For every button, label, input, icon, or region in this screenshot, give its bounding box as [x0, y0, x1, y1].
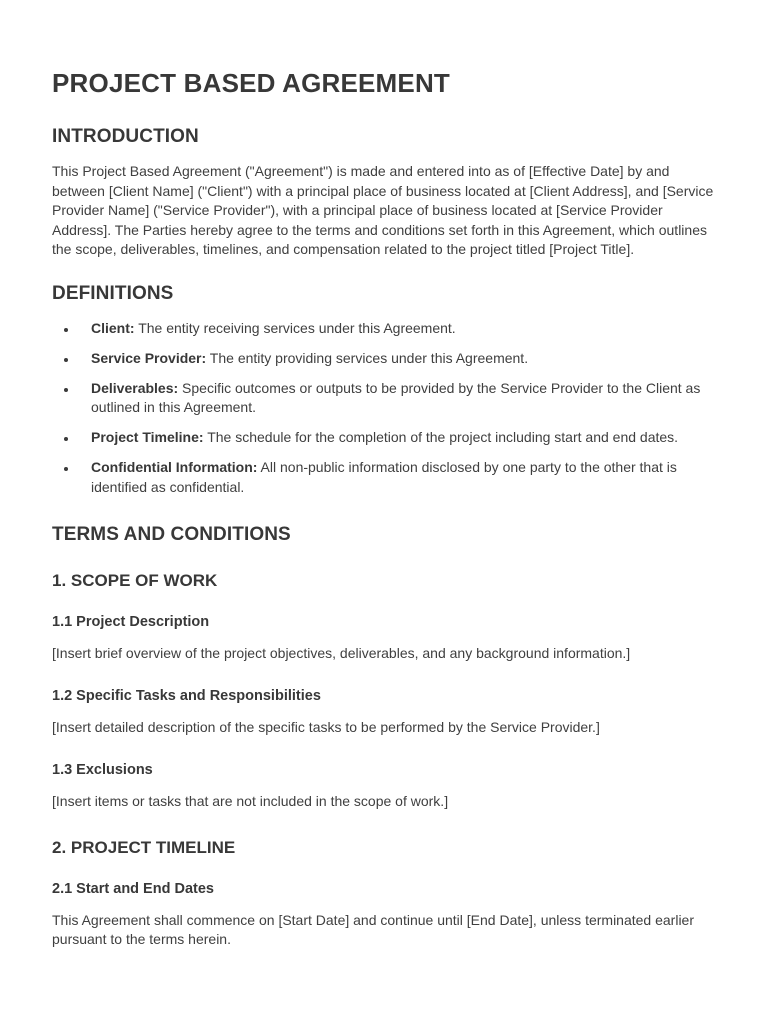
- section-1-heading: 1. SCOPE OF WORK: [52, 571, 218, 590]
- definition-term: Deliverables:: [91, 379, 179, 396]
- subsection-1-2-heading: 1.2 Specific Tasks and Responsibilities: [52, 688, 321, 704]
- list-item: [52, 458, 718, 497]
- subsection-2-1-body: This Agreement shall commence on [Start Date] and continue until [End Date], unless terminated earlier pursuant to the terms herein.: [52, 911, 695, 947]
- definition-term: Confidential Information:: [91, 459, 258, 475]
- subsection-1-1-heading: 1.1 Project Description: [52, 614, 210, 630]
- definition-body: The entity receiving services under this Agreement.: [134, 319, 456, 336]
- bullet-icon: [64, 437, 68, 441]
- terms-heading: TERMS AND CONDITIONS: [52, 524, 291, 545]
- bullet-icon: [64, 328, 68, 332]
- subsection-1-3-body: [Insert items or tasks that are not included in the scope of work.]: [52, 792, 449, 809]
- bullet-icon: [64, 358, 68, 362]
- subsection-1-2-body: [Insert detailed description of the specific tasks to be performed by the Service Provider.]: [52, 718, 600, 735]
- subsection-1-3-heading: 1.3 Exclusions: [52, 762, 153, 778]
- definition-body: The schedule for the completion of the project including start and end dates.: [203, 429, 679, 445]
- definition-body: The entity providing services under this Agreement.: [206, 349, 529, 366]
- definition-text: [91, 379, 718, 418]
- definition-text: [91, 349, 528, 369]
- definition-body: All non-public information disclosed by one party to the other that is identified as confidential.: [91, 459, 677, 495]
- list-item: [52, 349, 718, 369]
- list-item: [52, 428, 718, 448]
- definition-text: [91, 319, 456, 339]
- subsection-2-1-heading: 2.1 Start and End Dates: [52, 881, 214, 897]
- definitions-heading: DEFINITIONS: [52, 282, 174, 304]
- subsection-1-1-body: [Insert brief overview of the project objectives, deliverables, and any background information.]: [52, 644, 631, 661]
- definition-term: Project Timeline:: [91, 429, 204, 445]
- list-item: [52, 319, 718, 339]
- document-title: PROJECT BASED AGREEMENT: [52, 68, 451, 98]
- definition-term: Service Provider:: [91, 349, 207, 366]
- introduction-paragraph: This Project Based Agreement ("Agreement") is made and entered into as of [Effective Date] by and between [Client Name] ("Client") with a principal place of business located at [Client Address], and [Service Provider Name] ("Service Provider"), with a principal place of business located at [Service Provider Address]. The Parties hereby agree to the terms and conditions set forth in this Agreement, which outlines the scope, deliverables, timelines, and compensation related to the project titled [Project Title].: [52, 163, 714, 257]
- list-item: [52, 379, 718, 418]
- definition-text: [91, 428, 678, 448]
- definition-body: Specific outcomes or outputs to be provided by the Service Provider to the Client as outlined in this Agreement.: [91, 379, 701, 415]
- introduction-heading: INTRODUCTION: [52, 126, 199, 147]
- bullet-icon: [64, 388, 68, 392]
- bullet-icon: [64, 467, 68, 471]
- definition-text: [91, 458, 718, 497]
- definition-term: Client:: [91, 319, 135, 336]
- section-2-heading: 2. PROJECT TIMELINE: [52, 838, 236, 857]
- definitions-list: [52, 319, 718, 498]
